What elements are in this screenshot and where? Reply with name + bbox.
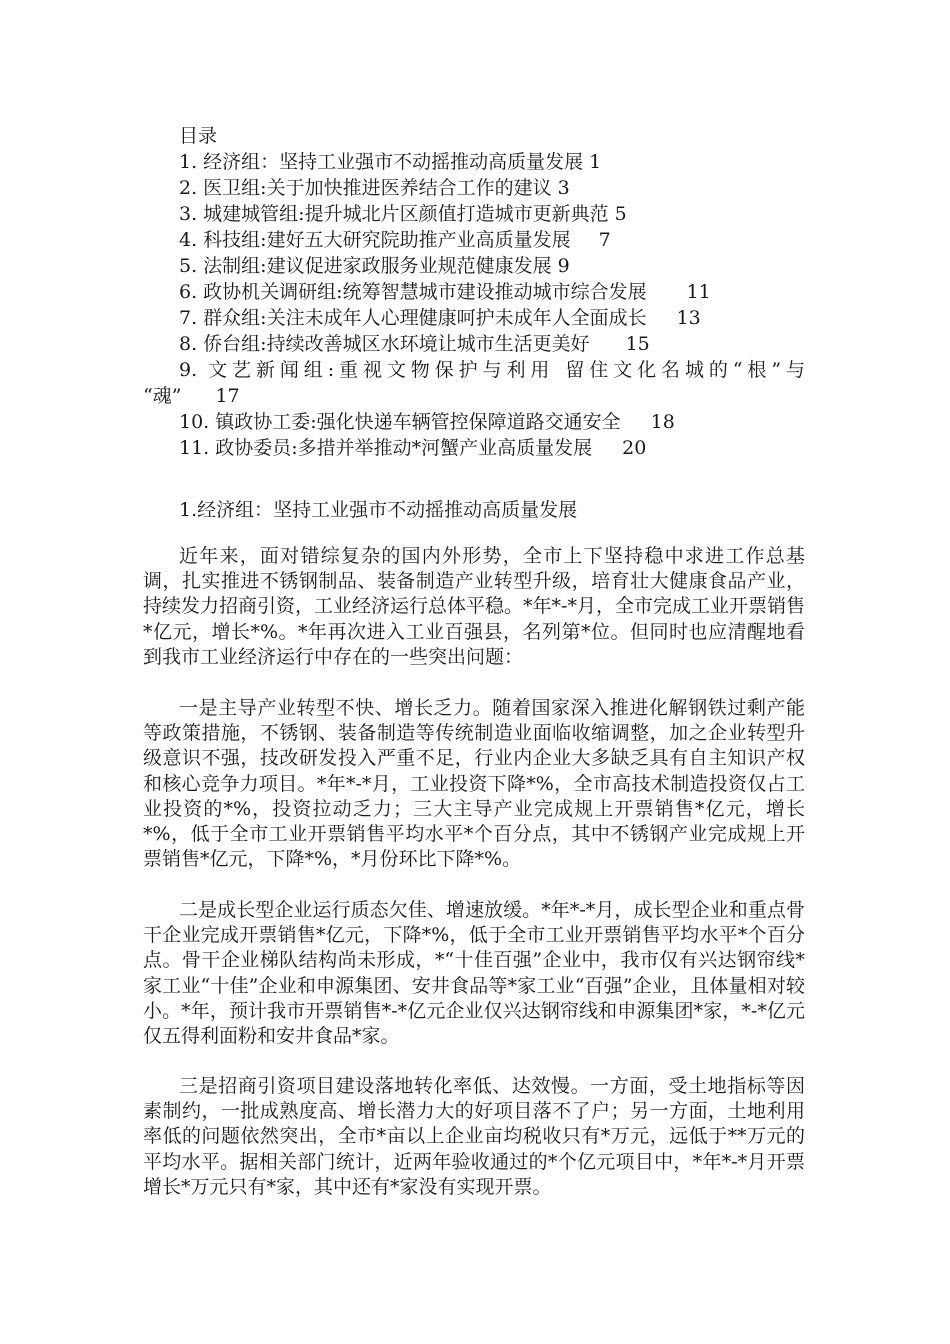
toc-item-label-continued: “魂” 17	[143, 385, 240, 407]
toc-item-page: 17	[215, 385, 240, 407]
toc-item[interactable]	[179, 227, 611, 253]
toc-item-label: 2. 医卫组:关于加快推进医养结合工作的建议	[179, 177, 552, 199]
toc-item-label: 5. 法制组:建议促进家政服务业规范健康发展	[179, 255, 552, 277]
toc-item[interactable]	[179, 305, 701, 331]
body-paragraph: 一是主导产业转型不快、增长乏力。随着国家深入推进化解钢铁过剩产能等政策措施，不锈钢、装备制造等传统制造业面临收缩调整，加之企业转型升级意识不强，技改研发投入严重不足，行业内企业大多缺乏具有自主知识产权和核心竞争力项目。*年*-*月，工业投资下降*%，全市高技术制造投资仅占工业投资的*%，投资拉动乏力；三大主导产业完成规上开票销售*亿元，增长*%，低于全市工业开票销售平均水平*个百分点，其中不锈钢产业完成规上开票销售*亿元，下降*%，*月份环比下降*%。	[143, 697, 805, 871]
body-paragraph: 二是成长型企业运行质态欠佳、增速放缓。*年*-*月，成长型企业和重点骨干企业完成开票销售*亿元，下降*%，低于全市工业开票销售平均水平*个百分点。骨干企业梯队结构尚未形成，*“十佳百强”企业中，我市仅有兴达钢帘线*家工业“十佳”企业和申源集团、安井食品等*家工业“百强”企业，且体量相对较小。*年，预计我市开票销售*-*亿元企业仅兴达钢帘线和申源集团*家，*-*亿元仅五得利面粉和安井食品*家。	[143, 899, 805, 1048]
toc-item[interactable]	[179, 201, 627, 227]
toc-item-page: 1	[589, 151, 602, 173]
toc-item-page: 5	[614, 203, 627, 225]
toc-item[interactable]	[179, 175, 570, 201]
toc-item-page: 3	[557, 177, 570, 199]
toc-item[interactable]	[179, 149, 601, 175]
toc-title: 目录	[179, 125, 218, 147]
toc-item-label: 11. 政协委员:多措并举推动*河蟹产业高质量发展	[179, 437, 593, 459]
toc-item-page: 11	[686, 281, 711, 303]
toc-item-page: 15	[625, 333, 650, 355]
toc-item-label: 3. 城建城管组:提升城北片区颜值打造城市更新典范	[179, 203, 609, 225]
toc-item-label: 9. 文艺新闻组:重视文物保护与利用 留住文化名城的“根”与	[179, 359, 805, 381]
toc-item-page: 20	[622, 437, 647, 459]
toc-item-label: 7. 群众组:关注未成年人心理健康呵护未成年人全面成长	[179, 307, 647, 329]
toc-item-page: 9	[557, 255, 570, 277]
toc-item-label: 4. 科技组:建好五大研究院助推产业高质量发展	[179, 229, 571, 251]
toc-item-label: 1. 经济组：坚持工业强市不动摇推动高质量发展	[179, 151, 584, 173]
toc-item[interactable]	[179, 279, 711, 305]
toc-item-label: 6. 政协机关调研组:统筹智慧城市建设推动城市综合发展	[179, 281, 647, 303]
toc-item[interactable]	[179, 253, 570, 279]
toc-item[interactable]	[143, 357, 805, 409]
toc-item-page: 18	[650, 411, 675, 433]
toc-item[interactable]	[179, 409, 675, 435]
section-title: 1.经济组：坚持工业强市不动摇推动高质量发展	[179, 499, 578, 521]
toc-item-page: 13	[676, 307, 701, 329]
body-paragraph: 近年来，面对错综复杂的国内外形势，全市上下坚持稳中求进工作总基调，扎实推进不锈钢制品、装备制造产业转型升级，培育壮大健康食品产业，持续发力招商引资，工业经济运行总体平稳。*年*-*月，全市完成工业开票销售*亿元，增长*%。*年再次进入工业百强县，名列第*位。但同时也应清醒地看到我市工业经济运行中存在的一些突出问题：	[143, 545, 805, 668]
toc-item[interactable]	[179, 331, 650, 357]
toc-item-label: 8. 侨台组:持续改善城区水环境让城市生活更美好	[179, 333, 590, 355]
body-paragraph: 三是招商引资项目建设落地转化率低、达效慢。一方面，受土地指标等因素制约，一批成熟度高、增长潜力大的好项目落不了户；另一方面，土地利用率低的问题依然突出，全市*亩以上企业亩均税收只有*万元，远低于**万元的平均水平。据相关部门统计，近两年验收通过的*个亿元项目中，*年*-*月开票增长*万元只有*家，其中还有*家没有实现开票。	[143, 1075, 805, 1198]
toc-item[interactable]	[179, 435, 646, 461]
toc-item-page: 7	[598, 229, 611, 251]
toc-item-label: 10. 镇政协工委:强化快递车辆管控保障道路交通安全	[179, 411, 621, 433]
